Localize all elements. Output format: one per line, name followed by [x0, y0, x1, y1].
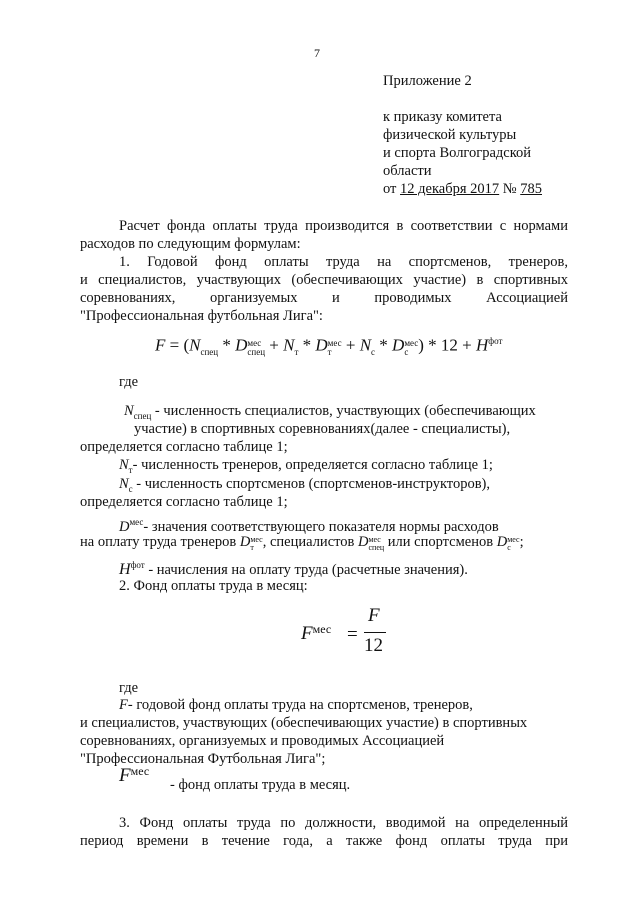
formula2-equals: = — [347, 624, 358, 645]
formula-annual-fund: $F = (N_{спец} * D$ мес спец + $N_т$ * D мес т + $N_с$ * D мес с ) * $12 + H^{фот}$ — [155, 335, 503, 358]
item1-line-3: соревнованиях, организуемых и проводимых Ассоциацией — [80, 290, 568, 306]
def-h: $H^{фот}$ - начисления на оплату труда (расчетные значения). — [119, 560, 468, 578]
def-nc-line-2: определяется согласно таблице 1; — [80, 494, 288, 510]
item1-line-2: и специалистов, участвующих (обеспечивающих участие) в спортивных — [80, 272, 568, 288]
order-line-2: физической культуры — [383, 127, 517, 143]
item2-title: 2. Фонд оплаты труда в месяц: — [119, 578, 308, 594]
item3-line-2: период времени в течение года, а также фонд оплаты труда при — [80, 833, 568, 849]
date-prefix: от — [383, 181, 401, 197]
def-f-line-3: соревнованиях, организуемых и проводимых Ассоциацией — [80, 733, 445, 749]
number-sign: № — [499, 181, 521, 197]
where-label-2: где — [119, 680, 139, 696]
formula-monthly-fund: $F^{мес}$ — [301, 622, 332, 644]
def-f-line-4: "Профессиональная Футбольная Лига"; — [80, 751, 326, 767]
order-line-3: и спорта Волгоградской — [383, 145, 532, 161]
formula2-numerator: F — [368, 605, 380, 626]
fraction-bar — [364, 632, 386, 633]
def-nt: $N_т-$ численность тренеров, определяется согласно таблице 1; — [119, 457, 493, 475]
def-d-line-1: $D^{мес}-$ значения соответствующего показателя нормы расходов — [119, 517, 499, 535]
page-number: 7 — [314, 46, 320, 60]
item1-line-4: "Профессиональная футбольная Лига": — [80, 308, 323, 324]
annex-title: Приложение 2 — [383, 73, 472, 89]
def-nc-line-1: $N_с$ - численность спортсменов (спортсменов-инструкторов), — [119, 476, 491, 494]
def-nspec-line-2: участие) в спортивных соревнованиях(далее - специалисты), — [134, 421, 511, 437]
def-f-line-1: F- годовой фонд оплаты труда на спортсменов, тренеров, — [119, 697, 473, 713]
item3-line-1: 3. Фонд оплаты труда по должности, вводимой на определенный — [119, 815, 568, 831]
order-line-4: области — [383, 163, 432, 179]
where-label-1: где — [119, 374, 139, 390]
def-f-line-2: и специалистов, участвующих (обеспечивающих участие) в спортивных — [80, 715, 528, 731]
def-d-line-2: на оплату труда тренеров D мес т , специалистов D мес спец или спортсменов D мес с ; — [80, 534, 524, 552]
order-date: 12 декабря 2017 — [400, 181, 500, 197]
order-line-1: к приказу комитета — [383, 109, 502, 125]
def-fmes-text: - фонд оплаты труда в месяц. — [170, 777, 351, 793]
item1-line-1: 1. Годовой фонд оплаты труда на спортсменов, тренеров, — [119, 254, 568, 270]
formula2-denominator: 12 — [364, 635, 383, 656]
order-number: 785 — [520, 181, 542, 197]
def-nspec-line-1: $N_{спец}$ - численность специалистов, участвующих (обеспечивающих — [124, 403, 536, 421]
intro-line-2: расходов по следующим формулам: — [80, 236, 301, 252]
order-date-line — [383, 180, 542, 198]
intro-line-1: Расчет фонда оплаты труда производится в соответствии с нормами — [119, 218, 568, 234]
def-nspec-line-3: определяется согласно таблице 1; — [80, 439, 288, 455]
def-fmes-symbol: $F^{мес}$ — [119, 764, 150, 786]
